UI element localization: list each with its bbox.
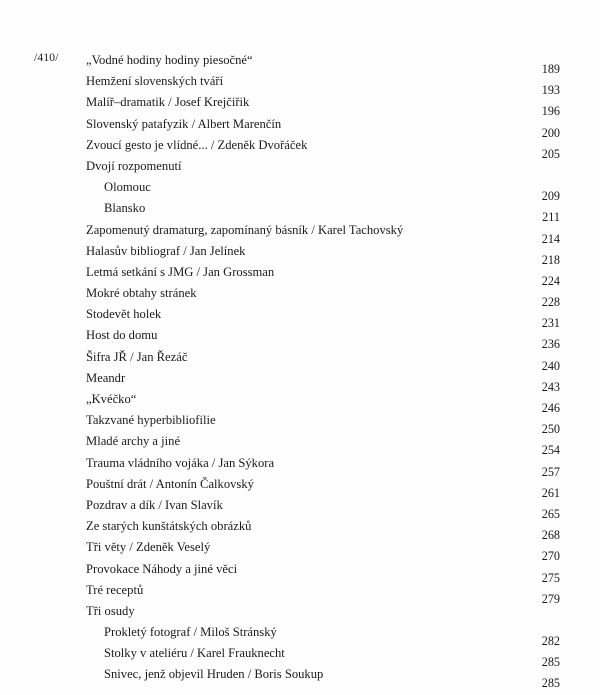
toc-entry-page: 275: [541, 570, 560, 585]
toc-entry-title: Trauma vládního vojáka / Jan Sýkora: [86, 455, 275, 470]
toc-entry-title: „Vodné hodiny hodiny piesočné“: [86, 53, 253, 67]
toc-entry-title: Snivec, jenž objevil Hruden / Boris Soukup: [104, 667, 324, 682]
toc-entry[interactable]: [86, 304, 560, 331]
toc-entry[interactable]: [86, 643, 560, 670]
toc-entry-page: 270: [541, 549, 560, 564]
toc-entry-page: 282: [541, 634, 560, 649]
toc-entry-title: Tři věty / Zdeněk Veselý: [86, 540, 211, 555]
toc-entry[interactable]: [86, 559, 560, 585]
toc-entry[interactable]: [86, 283, 560, 310]
toc-entry-page: 236: [541, 337, 560, 352]
toc-entry[interactable]: [86, 71, 560, 98]
toc-entry-page: 214: [541, 231, 560, 246]
toc-entry-title: Malíř–dramatik / Josef Krejčiřik: [86, 95, 250, 110]
toc-entry[interactable]: [86, 410, 560, 437]
toc-entry-title: Olomouc: [104, 180, 151, 195]
toc-entry-title: Tři osudy: [86, 603, 135, 618]
toc-entry-page: 189: [541, 62, 560, 76]
toc-entry-page: 268: [541, 528, 560, 543]
toc-entry-title: Prokletý fotograf / Miloš Stránský: [104, 625, 277, 640]
toc-entry-title: Dvojí rozpomenutí: [86, 158, 182, 173]
toc-entry[interactable]: [86, 580, 560, 606]
page-number-marker: /410/: [34, 52, 59, 64]
toc-entry[interactable]: [86, 50, 560, 76]
toc-entry-page: 211: [542, 210, 560, 225]
toc-entry[interactable]: [86, 347, 560, 373]
toc-entry[interactable]: [86, 495, 560, 521]
toc-entry[interactable]: [86, 241, 560, 267]
toc-entry-title: Mladé archy a jiné: [86, 434, 181, 449]
toc-entry-page: 279: [541, 591, 560, 606]
toc-entry[interactable]: [86, 114, 560, 140]
toc-entry-title: Mokré obtahy stránek: [86, 286, 197, 301]
toc-entry-page: 209: [541, 189, 560, 204]
toc-entry-page: 196: [541, 104, 560, 119]
toc-entry[interactable]: [86, 431, 560, 458]
table-of-contents: [86, 50, 560, 691]
toc-entry[interactable]: [86, 198, 560, 225]
toc-entry[interactable]: [86, 664, 560, 691]
toc-entry[interactable]: [86, 516, 560, 543]
toc-entry-page: 218: [541, 252, 560, 267]
toc-entry-title: Pozdrav a dík / Ivan Slavík: [86, 497, 223, 512]
toc-entry[interactable]: [86, 601, 560, 622]
toc-entry-page: 231: [541, 316, 560, 331]
toc-entry-page: 205: [541, 146, 560, 161]
toc-entry-page: 285: [541, 655, 560, 670]
toc-entry-title: Provokace Náhody a jiné věci: [86, 561, 238, 576]
toc-entry-title: Zapomenutý dramaturg, zapomínaný básník / Karel Tachovský: [86, 222, 404, 237]
toc-entry-title: Letmá setkání s JMG / Jan Grossman: [86, 264, 275, 279]
toc-entry-page: 265: [541, 506, 560, 521]
toc-entry-title: Stolky v ateliéru / Karel Frauknecht: [104, 646, 285, 661]
toc-entry[interactable]: [86, 325, 560, 352]
toc-entry-title: Tré receptů: [86, 582, 144, 597]
toc-entry-title: Pouštní drát / Antonín Čalkovský: [86, 476, 254, 491]
toc-entry-page: 257: [541, 464, 560, 479]
toc-entry-title: Blansko: [104, 201, 146, 216]
toc-entry-title: Host do domu: [86, 328, 158, 343]
toc-entry[interactable]: [86, 92, 560, 119]
toc-entry-title: Hemžení slovenských tváří: [86, 74, 224, 89]
toc-entry-page: 250: [541, 422, 560, 437]
toc-entry-page: 285: [541, 676, 560, 691]
toc-entry[interactable]: [86, 389, 560, 415]
toc-entry[interactable]: [86, 453, 560, 479]
toc-entry-title: Takzvané hyperbibliofilie: [86, 413, 216, 428]
toc-entry-title: Zvoucí gesto je vlídné... / Zdeněk Dvořáček: [86, 137, 308, 152]
toc-entry-title: „Kvéčko“: [86, 392, 137, 406]
toc-entry-title: Halasův bibliograf / Jan Jelínek: [86, 243, 246, 258]
toc-entry-title: Meandr: [86, 370, 126, 385]
toc-entry-page: 228: [541, 295, 560, 310]
toc-entry[interactable]: [86, 156, 560, 177]
toc-entry[interactable]: [86, 177, 560, 204]
toc-entry[interactable]: [86, 135, 560, 161]
toc-entry-page: 254: [541, 443, 560, 458]
toc-entry-title: Ze starých kunštátských obrázků: [86, 519, 252, 534]
toc-entry-page: 224: [541, 273, 560, 288]
toc-entry[interactable]: [86, 537, 560, 564]
toc-entry-title: Šifra JŘ / Jan Řezáč: [86, 349, 188, 364]
toc-entry-page: 240: [541, 358, 560, 373]
toc-entry-page: 261: [541, 485, 560, 500]
toc-entry-title: Stodevět holek: [86, 307, 162, 322]
toc-entry-page: 193: [541, 83, 560, 98]
toc-entry-page: 200: [541, 125, 560, 140]
toc-entry[interactable]: [86, 368, 560, 394]
toc-entry-page: 246: [541, 401, 560, 415]
toc-entry-page: 243: [541, 379, 560, 394]
toc-entry[interactable]: [86, 622, 560, 649]
toc-entry[interactable]: [86, 262, 560, 288]
toc-entry[interactable]: [86, 220, 560, 246]
toc-entry[interactable]: [86, 474, 560, 500]
toc-entry-title: Slovenský patafyzik / Albert Marenčín: [86, 116, 282, 131]
